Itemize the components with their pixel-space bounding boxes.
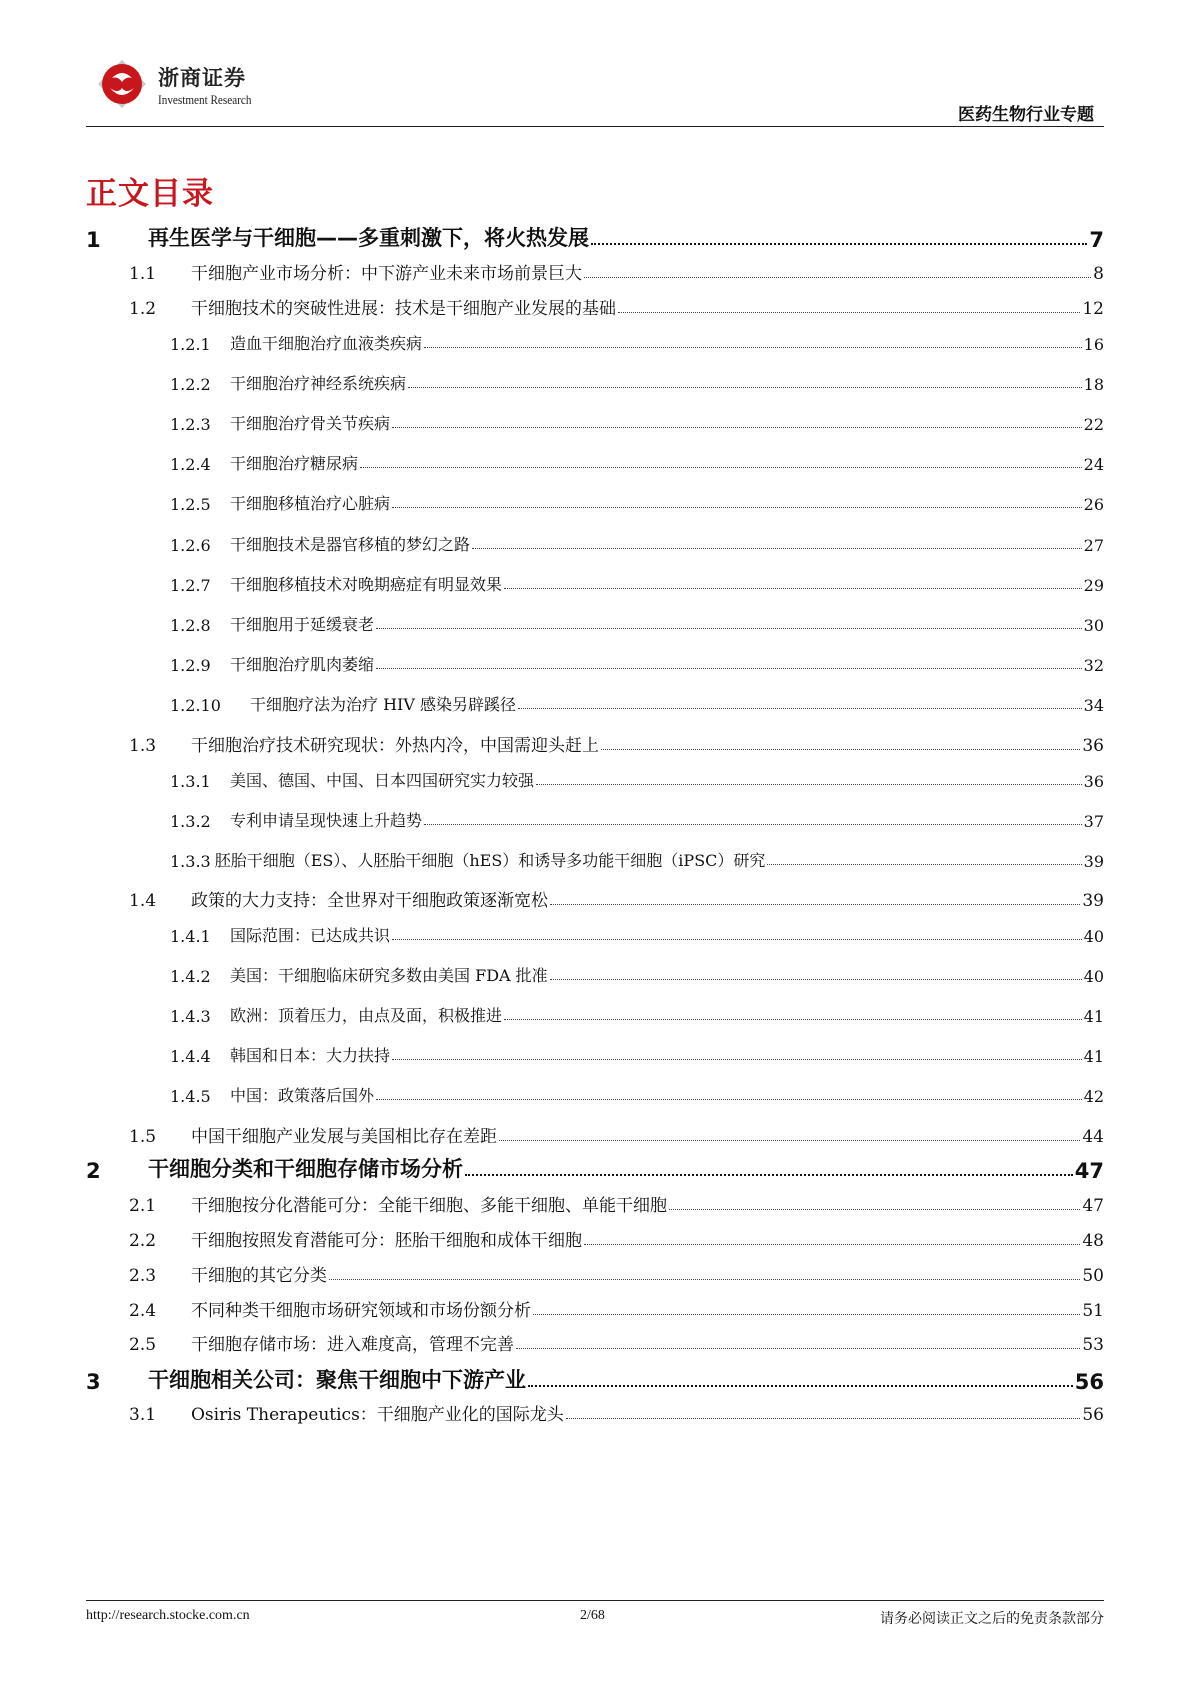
toc-entry-title: 美国、德国、中国、日本四国研究实力较强 xyxy=(230,771,535,790)
logo-mark-icon xyxy=(92,54,152,114)
toc-entry-title: 干细胞用于延缓衰老 xyxy=(230,615,375,634)
toc-entry[interactable] xyxy=(86,569,1104,595)
toc-entry-title: 专利申请呈现快速上升趋势 xyxy=(230,811,423,830)
toc-entry-page: 56 xyxy=(1082,1405,1104,1425)
toc-title: 正文目录 xyxy=(86,176,214,212)
toc-entry-number: 1.2.1 xyxy=(170,335,211,354)
toc-entry[interactable] xyxy=(86,1080,1104,1106)
toc-entry-title: 干细胞治疗神经系统疾病 xyxy=(230,374,407,393)
toc-entry-number: 1.4.4 xyxy=(170,1047,211,1066)
toc-entry-number: 1.2.6 xyxy=(170,536,211,555)
toc-entry-number: 1.4.1 xyxy=(170,927,211,946)
toc-entry[interactable] xyxy=(86,1000,1104,1026)
toc-entry[interactable] xyxy=(86,293,1104,319)
toc-entry-leader xyxy=(424,824,1082,825)
toc-entry-number: 1 xyxy=(86,228,101,252)
toc-entry-leader xyxy=(516,1348,1080,1349)
toc-entry-leader xyxy=(584,277,1091,278)
company-name-cn: 浙商证券 xyxy=(158,65,246,90)
toc-entry-number: 1.3.1 xyxy=(170,772,211,791)
toc-entry-title: 干细胞按分化潜能可分：全能干细胞、多能干细胞、单能干细胞 xyxy=(191,1196,667,1216)
toc-entry-number: 2.4 xyxy=(129,1301,157,1321)
toc-entry-leader xyxy=(528,1385,1073,1387)
toc-entry-title: 中国干细胞产业发展与美国相比存在差距 xyxy=(191,1127,497,1147)
toc-entry-leader xyxy=(392,427,1082,428)
toc-entry[interactable] xyxy=(86,649,1104,675)
toc-entry-number: 1.2.10 xyxy=(170,696,221,715)
toc-entry-title: 干细胞存储市场：进入难度高，管理不完善 xyxy=(191,1335,514,1355)
toc-entry[interactable] xyxy=(86,408,1104,434)
toc-entry[interactable] xyxy=(86,765,1104,791)
toc-entry-page: 24 xyxy=(1083,455,1104,474)
toc-entry-number: 1.4.5 xyxy=(170,1087,211,1106)
toc-entry-number: 2 xyxy=(86,1159,101,1183)
toc-entry-leader xyxy=(591,243,1087,245)
toc-entry-title: 韩国和日本：大力扶持 xyxy=(230,1046,391,1065)
toc-entry-number: 1.2.7 xyxy=(170,576,211,595)
toc-entry-title: 干细胞疗法为治疗 HIV 感染另辟蹊径 xyxy=(250,695,517,714)
toc-entry-page: 53 xyxy=(1082,1335,1104,1355)
toc-entry[interactable] xyxy=(86,730,1104,756)
toc-entry-number: 1.3.2 xyxy=(170,812,211,831)
toc-entry-number: 1.5 xyxy=(129,1127,157,1147)
toc-entry[interactable] xyxy=(86,920,1104,946)
toc-entry-leader xyxy=(566,1418,1081,1419)
toc-entry-number: 2.1 xyxy=(129,1196,157,1216)
toc-entry-leader xyxy=(618,312,1080,313)
toc-entry[interactable] xyxy=(86,368,1104,394)
toc-entry-title: 干细胞移植治疗心脏病 xyxy=(230,494,391,513)
toc-entry-number: 1.3 xyxy=(129,736,157,756)
toc-entry-title: 干细胞按照发育潜能可分：胚胎干细胞和成体干细胞 xyxy=(191,1231,582,1251)
toc-entry-number: 1.2.8 xyxy=(170,616,211,635)
toc-entry-leader xyxy=(550,904,1080,905)
footer-divider xyxy=(86,1600,1104,1601)
toc-entry-number: 1.2.3 xyxy=(170,415,211,434)
toc-entry[interactable] xyxy=(86,1225,1104,1251)
toc-entry-number: 2.3 xyxy=(129,1266,157,1286)
toc-entry-page: 40 xyxy=(1083,927,1104,946)
toc-entry-number: 1.2.9 xyxy=(170,656,211,675)
toc-entry-title: 干细胞的其它分类 xyxy=(191,1266,327,1286)
toc-entry-leader xyxy=(601,749,1080,750)
toc-entry-leader xyxy=(669,1209,1080,1210)
toc-entry-leader xyxy=(504,588,1082,589)
toc-entry-leader xyxy=(533,1314,1080,1315)
header-divider xyxy=(86,126,1104,127)
report-type: 医药生物行业专题 xyxy=(958,105,1094,125)
toc-entry-leader xyxy=(472,548,1082,549)
toc-entry-title: 再生医学与干细胞——多重刺激下，将火热发展 xyxy=(148,226,589,250)
toc-entry-page: 47 xyxy=(1074,1159,1104,1183)
toc-entry-title: 干细胞治疗技术研究现状：外热内冷，中国需迎头赶上 xyxy=(191,736,599,756)
toc-entry-number: 3 xyxy=(86,1370,101,1394)
toc-entry-title: 干细胞技术是器官移植的梦幻之路 xyxy=(230,535,471,554)
toc-entry-page: 37 xyxy=(1083,812,1104,831)
footer-disclaimer: 请务必阅读正文之后的免责条款部分 xyxy=(880,1611,1104,1627)
toc-entry[interactable] xyxy=(86,448,1104,474)
toc-entry-leader xyxy=(518,708,1082,709)
toc-entry-page: 50 xyxy=(1082,1266,1104,1286)
toc-entry-title: 美国：干细胞临床研究多数由美国 FDA 批准 xyxy=(230,966,548,985)
toc-entry[interactable] xyxy=(86,1329,1104,1355)
toc-entry-title: 干细胞移植技术对晚期癌症有明显效果 xyxy=(230,575,503,594)
toc-entry-page: 32 xyxy=(1083,656,1104,675)
toc-entry-leader xyxy=(376,668,1082,669)
toc-entry-page: 40 xyxy=(1083,967,1104,986)
toc-entry-title: 干细胞产业市场分析：中下游产业未来市场前景巨大 xyxy=(191,264,582,284)
toc-entry-page: 27 xyxy=(1083,536,1104,555)
toc-entry[interactable] xyxy=(86,885,1104,911)
toc-entry-title: 胚胎干细胞（ES）、人胚胎干细胞（hES）和诱导多功能干细胞（iPSC）研究 xyxy=(214,851,766,870)
toc-entry-page: 41 xyxy=(1083,1047,1104,1066)
toc-entry-number: 1.2.4 xyxy=(170,455,211,474)
toc-entry-title: 欧洲：顶着压力，由点及面，积极推进 xyxy=(230,1006,503,1025)
toc-entry-title: 政策的大力支持：全世界对干细胞政策逐渐宽松 xyxy=(191,891,548,911)
toc-entry-title: 干细胞治疗糖尿病 xyxy=(230,454,359,473)
toc-entry-page: 48 xyxy=(1082,1231,1104,1251)
toc-entry-leader xyxy=(424,347,1082,348)
toc-entry-number: 2.5 xyxy=(129,1335,157,1355)
toc-entry-page: 29 xyxy=(1083,576,1104,595)
toc-entry-title: 干细胞治疗肌肉萎缩 xyxy=(230,655,375,674)
toc-entry-title: 干细胞分类和干细胞存储市场分析 xyxy=(148,1157,463,1181)
toc-entry-number: 1.3.3 xyxy=(170,852,211,871)
toc-entry-leader xyxy=(584,1244,1080,1245)
toc-entry[interactable] xyxy=(86,258,1104,284)
company-logo xyxy=(92,54,252,120)
toc-entry[interactable] xyxy=(86,1295,1104,1321)
toc-entry-leader xyxy=(392,939,1082,940)
toc-entry[interactable] xyxy=(86,1190,1104,1216)
toc-entry-leader xyxy=(465,1174,1073,1176)
toc-entry-leader xyxy=(550,979,1082,980)
toc-entry-page: 16 xyxy=(1083,335,1104,354)
toc-entry-number: 1.2 xyxy=(129,299,157,319)
toc-entry-number: 2.2 xyxy=(129,1231,157,1251)
toc-entry[interactable] xyxy=(86,689,1104,715)
toc-entry-leader xyxy=(376,1099,1082,1100)
toc-entry[interactable] xyxy=(86,609,1104,635)
toc-entry-title: 不同种类干细胞市场研究领域和市场份额分析 xyxy=(191,1301,531,1321)
toc-entry[interactable] xyxy=(86,1364,1104,1394)
toc-entry[interactable] xyxy=(86,529,1104,555)
toc-entry-leader xyxy=(392,507,1082,508)
toc-entry[interactable] xyxy=(86,960,1104,986)
toc-entry-leader xyxy=(329,1279,1080,1280)
toc-entry-page: 12 xyxy=(1082,299,1104,319)
toc-entry-page: 41 xyxy=(1083,1007,1104,1026)
toc-entry[interactable] xyxy=(86,805,1104,831)
toc-entry-page: 34 xyxy=(1083,696,1104,715)
toc-entry-page: 18 xyxy=(1083,375,1104,394)
toc-entry-page: 56 xyxy=(1074,1370,1104,1394)
toc-entry-number: 1.2.2 xyxy=(170,375,211,394)
toc-entry[interactable] xyxy=(86,1040,1104,1066)
toc-entry-number: 1.4.3 xyxy=(170,1007,211,1026)
toc-entry-page: 42 xyxy=(1083,1087,1104,1106)
toc-entry-leader xyxy=(376,628,1082,629)
company-name-en: Investment Research xyxy=(158,92,252,107)
toc-entry-leader xyxy=(360,467,1082,468)
toc-entry-leader xyxy=(392,1059,1082,1060)
toc-entry-leader xyxy=(536,784,1082,785)
toc-entry-number: 1.1 xyxy=(129,264,157,284)
toc-entry-leader xyxy=(767,864,1081,865)
toc-entry-page: 39 xyxy=(1082,891,1104,911)
toc-entry-leader xyxy=(499,1140,1080,1141)
toc-entry-number: 1.4 xyxy=(129,891,157,911)
toc-entry-page: 44 xyxy=(1082,1127,1104,1147)
toc-entry[interactable] xyxy=(86,488,1104,514)
toc-entry-title: 干细胞治疗骨关节疾病 xyxy=(230,414,391,433)
toc-entry-page: 26 xyxy=(1083,495,1104,514)
toc-entry-page: 36 xyxy=(1083,772,1104,791)
toc-entry-title: 干细胞相关公司：聚焦干细胞中下游产业 xyxy=(148,1368,526,1392)
toc-entry-title: 干细胞技术的突破性进展：技术是干细胞产业发展的基础 xyxy=(191,299,616,319)
toc-entry-leader xyxy=(408,387,1082,388)
toc-entry-leader xyxy=(504,1019,1082,1020)
toc-entry-page: 22 xyxy=(1083,415,1104,434)
toc-entry[interactable] xyxy=(86,1399,1104,1425)
toc-entry-title: 国际范围：已达成共识 xyxy=(230,926,391,945)
page-indicator: 2/68 xyxy=(580,1608,605,1623)
toc-entry-page: 47 xyxy=(1082,1196,1104,1216)
toc-entry-page: 39 xyxy=(1083,852,1104,871)
toc-entry-page: 51 xyxy=(1082,1301,1104,1321)
toc-entry[interactable] xyxy=(86,328,1104,354)
toc-entry-title: Osiris Therapeutics：干细胞产业化的国际龙头 xyxy=(191,1405,564,1425)
toc-entry-number: 3.1 xyxy=(129,1405,157,1425)
toc-entry[interactable] xyxy=(86,845,1104,871)
toc-entry[interactable] xyxy=(86,1153,1104,1183)
toc-entry-number: 1.4.2 xyxy=(170,967,211,986)
toc-entry-number: 1.2.5 xyxy=(170,495,211,514)
footer-url[interactable]: http://research.stocke.com.cn xyxy=(86,1608,250,1623)
toc-entry[interactable] xyxy=(86,1260,1104,1286)
toc-entry-title: 中国：政策落后国外 xyxy=(230,1086,375,1105)
toc-entry-page: 30 xyxy=(1083,616,1104,635)
toc-entry-page: 36 xyxy=(1082,736,1104,756)
toc-entry-page: 8 xyxy=(1093,264,1104,284)
toc-entry[interactable] xyxy=(86,222,1104,252)
toc-entry-page: 7 xyxy=(1089,228,1104,252)
toc-entry-title: 造血干细胞治疗血液类疾病 xyxy=(230,334,423,353)
toc-entry[interactable] xyxy=(86,1121,1104,1147)
